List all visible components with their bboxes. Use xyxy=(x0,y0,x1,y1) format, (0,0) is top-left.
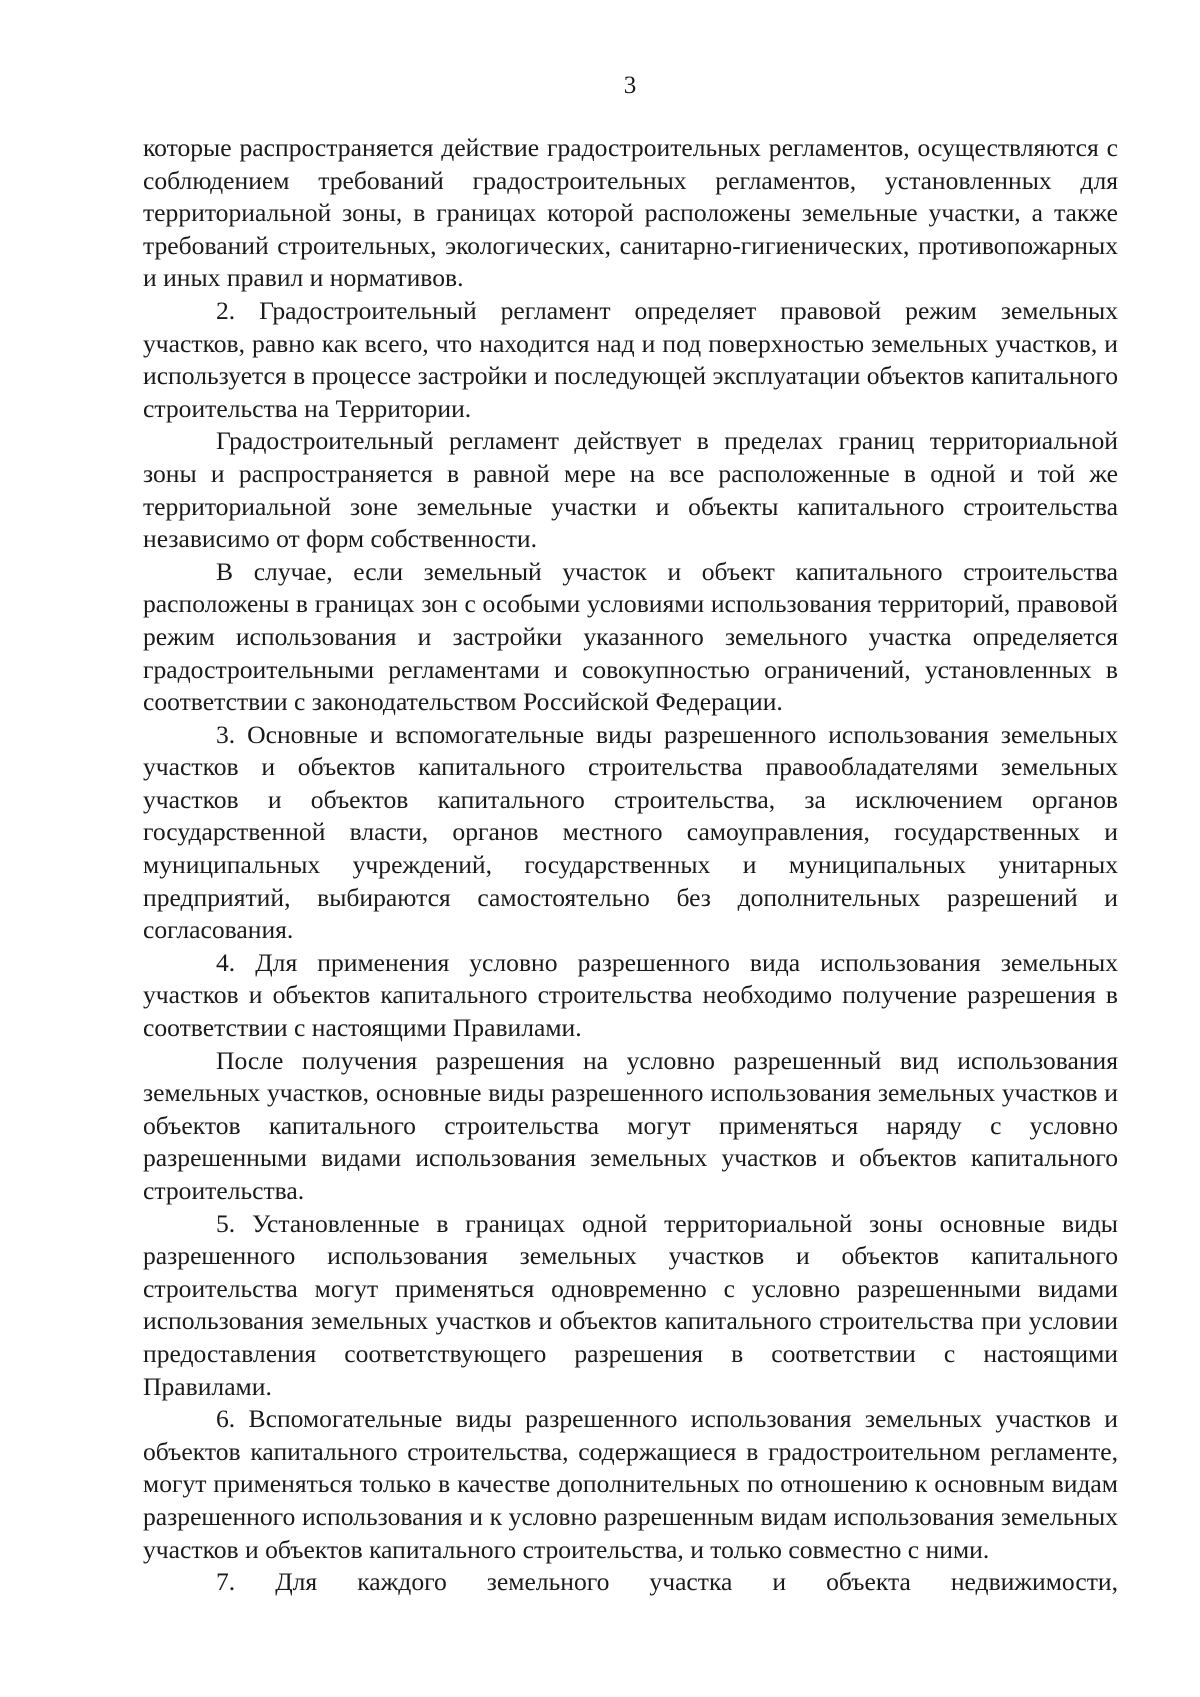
page-number: 3 xyxy=(623,72,637,99)
paragraph-item-7: 7. Для каждого земельного участка и объекта недвижимости, xyxy=(216,1567,1118,1597)
paragraph-item-3: 3. Основные и вспомогательные виды разрешенного использования земельных участков и объектов капитального строительства правообладателями земельных участков и объектов капитального строительства, за исключением органов государственной власти, органов местного самоуправления, государственных и муниципальных учреждений, государственных и муниципальных унитарных предприятий, выбираются самостоятельно без дополнительных разрешений и согласования. xyxy=(143,719,1118,945)
paragraph-special-zones: В случае, если земельный участок и объект капитального строительства расположены в границах зон с особыми условиями использования территорий, правовой режим использования и застройки указанного земельного участка определяется градостроительными регламентами и совокупностью ограничений, установленных в соответствии с законодательством Российской Федерации. xyxy=(143,556,1118,717)
paragraph-regulation-scope: Градостроительный регламент действует в пределах границ территориальной зоны и распространяется в равной мере на все расположенные в одной и той же территориальной зоне земельные участки и объекты капитального строительства независимо от форм собственности. xyxy=(143,426,1118,554)
paragraph-after-permission: После получения разрешения на условно разрешенный вид использования земельных участков, основные виды разрешенного использования земельных участков и объектов капитального строительства могут применяться наряду с условно разрешенными видами использования земельных участков и объектов капитального строительства. xyxy=(143,1045,1118,1205)
paragraph-continuation: которые распространяется действие градостроительных регламентов, осуществляются с соблюдением требований градостроительных регламентов, установленных для территориальной зоны, в границах которой расположены земельные участки, а также требований строительных, экологических, санитарно-гигиенических, противопожарных и иных правил и нормативов. xyxy=(143,133,1118,293)
paragraph-item-5: 5. Установленные в границах одной территориальной зоны основные виды разрешенного использования земельных участков и объектов капитального строительства могут применяться одновременно с условно разрешенными видами использования земельных участков и объектов капитального строительства при условии предоставления соответствующего разрешения в соответствии с настоящими Правилами. xyxy=(143,1208,1118,1401)
paragraph-item-2: 2. Градостроительный регламент определяет правовой режим земельных участков, равно как всего, что находится над и под поверхностью земельных участков, и используется в процессе застройки и последующей эксплуатации объектов капитального строительства на Территории. xyxy=(143,295,1118,423)
paragraph-item-6: 6. Вспомогательные виды разрешенного использования земельных участков и объектов капитального строительства, содержащиеся в градостроительном регламенте, могут применяться только в качестве дополнительных по отношению к основным видам разрешенного использования и к условно разрешенным видам использования земельных участков и объектов капитального строительства, и только совместно с ними. xyxy=(143,1404,1118,1564)
body-text xyxy=(143,132,1118,1599)
paragraph-item-4: 4. Для применения условно разрешенного вида использования земельных участков и объектов капитального строительства необходимо получение разрешения в соответствии с настоящими Правилами. xyxy=(143,947,1118,1043)
